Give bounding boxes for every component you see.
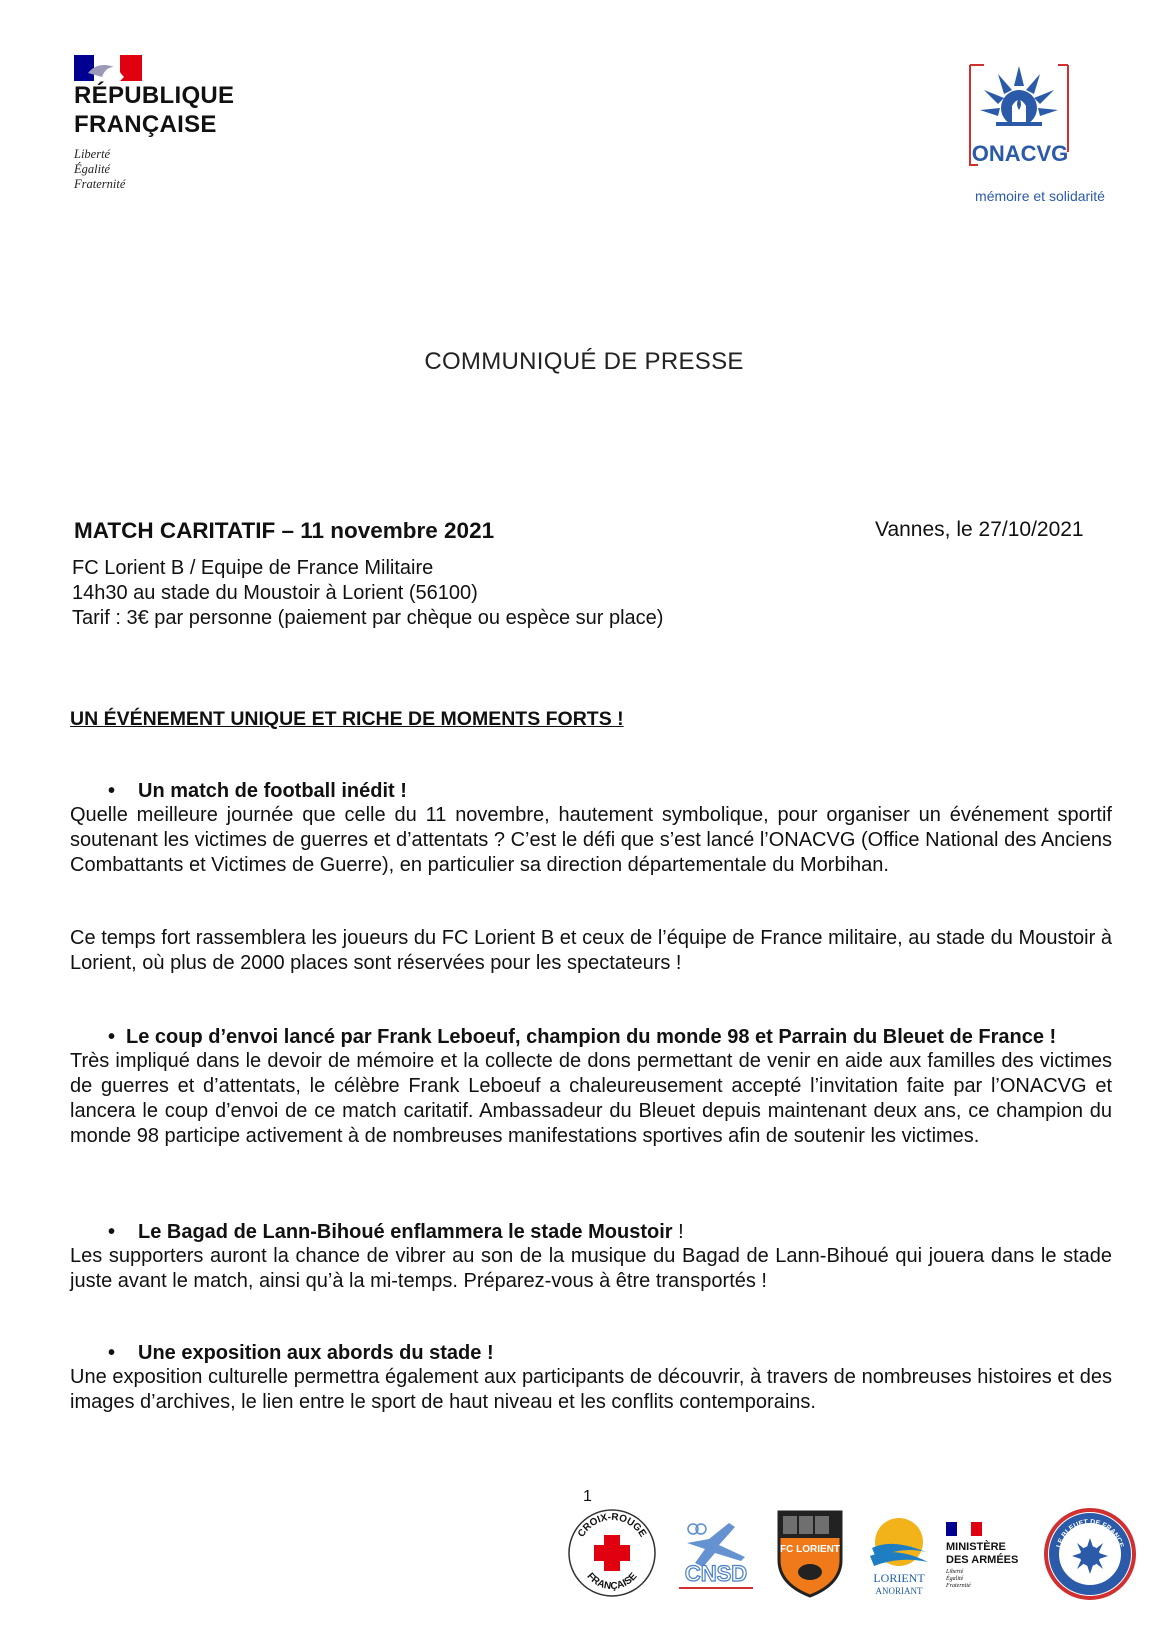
ministere-motto-1: Liberté [946, 1569, 964, 1575]
cnsd-text: CNSD [684, 1561, 748, 1586]
paragraph-exhibition: Une exposition culturelle permettra également aux participants de découvrir, à travers de nombreuses histoires et des images d’archives, le lien entre le sport de haut niveau et les conflits contemporains. [70, 1366, 1112, 1413]
croix-rouge-logo [567, 1508, 657, 1598]
paragraph-match-intro: Quelle meilleure journée que celle du 11 novembre, hautement symbolique, pour organiser un événement sportif soutenant les victimes de guerres et d’attentats ? C’est le défi que s’est lancé l’ONACVG (Office National des Anciens Combattants et Victimes de Guerre), en particulier sa direction départementale du Morbihan. [70, 804, 1112, 876]
bullet-exhibition [108, 1342, 494, 1365]
republique-line-2: FRANÇAISE [74, 111, 217, 138]
lorient-city-logo [862, 1512, 937, 1598]
page-number: 1 [583, 1488, 592, 1505]
republique-francaise-logo [74, 55, 274, 192]
lorient-city-text-2: ANORIANT [875, 1586, 923, 1596]
document-type-title: COMMUNIQUÉ DE PRESSE [424, 348, 744, 375]
bleuet-de-france-logo [1044, 1508, 1136, 1600]
motto-liberte: Liberté [74, 147, 111, 161]
info-time-location: 14h30 au stade du Moustoir à Lorient (56100) [72, 582, 478, 604]
paragraph-bagad: Les supporters auront la chance de vibrer au son de la musique du Bagad de Lann-Bihoué qui jouera dans le stade juste avant le match, ainsi qu’à la mi-temps. Préparez-vous à être transportés ! [70, 1245, 1112, 1292]
match-title: MATCH CARITATIF – 11 novembre 2021 [74, 518, 495, 543]
bullet-dot-icon: • [108, 1026, 116, 1048]
info-teams: FC Lorient B / Equipe de France Militaire [72, 557, 434, 579]
ministere-line-1: MINISTÈRE [946, 1541, 1006, 1553]
ministere-motto-2: Égalité [946, 1576, 964, 1582]
info-price: Tarif : 3€ par personne (paiement par chèque ou espèce sur place) [72, 607, 664, 629]
fc-lorient-text: FC LORIENT [780, 1544, 840, 1555]
bullet-dot-icon: • [108, 1342, 116, 1364]
bleuet-text: LE BLEUET DE FRANCE [1055, 1518, 1125, 1549]
bullet-suffix: ! [672, 1221, 684, 1243]
republique-line-1: RÉPUBLIQUE [74, 82, 235, 109]
paragraph-teams: Ce temps fort rassemblera les joueurs du FC Lorient B et ceux de l’équipe de France militaire, au stade du Moustoir à Lorient, où plus de 2000 places sont réservées pour les spectateurs ! [70, 927, 1112, 974]
cnsd-logo [675, 1515, 757, 1595]
place-date: Vannes, le 27/10/2021 [875, 518, 1084, 541]
croix-rouge-bottom-text: FRANÇAISE [584, 1570, 640, 1593]
bullet-text: Le Bagad de Lann-Bihoué enflammera le stade Moustoir [138, 1221, 673, 1243]
onacvg-logo-text: ONACVG [971, 141, 1069, 166]
onacvg-tagline: mémoire et solidarité [975, 188, 1105, 204]
ministere-armees-logo [946, 1522, 1036, 1590]
marianne-flag-small-icon [946, 1522, 982, 1536]
bullet-text: Le coup d’envoi lancé par Frank Leboeuf, champion du monde 98 et Parrain du Bleuet de France ! [126, 1026, 1057, 1048]
fc-lorient-logo [775, 1508, 845, 1598]
bullet-football-match [108, 780, 407, 803]
cornflower-icon [1072, 1538, 1108, 1574]
lorient-city-text-1: LORIENT [873, 1571, 925, 1585]
ministere-line-2: DES ARMÉES [946, 1554, 1019, 1566]
ministere-motto-3: Fraternité [946, 1583, 971, 1589]
onacvg-emblem-icon [960, 60, 1120, 185]
marianne-flag-icon [74, 55, 142, 81]
croix-rouge-top-text: CROIX-ROUGE [575, 1511, 649, 1540]
motto-egalite: Égalité [74, 162, 111, 176]
onacvg-logo [960, 60, 1120, 210]
bullet-dot-icon: • [108, 1221, 116, 1243]
motto-fraternite: Fraternité [74, 177, 126, 191]
bullet-text: Une exposition aux abords du stade ! [138, 1342, 494, 1364]
bullet-dot-icon: • [108, 780, 116, 802]
bullet-bagad [108, 1221, 684, 1244]
section-heading: UN ÉVÉNEMENT UNIQUE ET RICHE DE MOMENTS FORTS ! [70, 708, 624, 730]
bullet-text: Un match de football inédit ! [138, 780, 407, 802]
paragraph-leboeuf: Très impliqué dans le devoir de mémoire et la collecte de dons permettant de venir en aide aux familles des victimes de guerres et d’attentats, le célèbre Frank Leboeuf a chaleureusement accepté l’invitation faite par l’ONACVG et lancera le coup d’envoi de ce match caritatif. Ambassadeur du Bleuet depuis maintenant deux ans, ce champion du monde 98 participe activement à de nombreuses manifestations sportives afin de soutenir les victimes. [70, 1050, 1112, 1147]
fish-icon [798, 1564, 822, 1580]
bullet-kickoff [108, 1026, 1056, 1049]
